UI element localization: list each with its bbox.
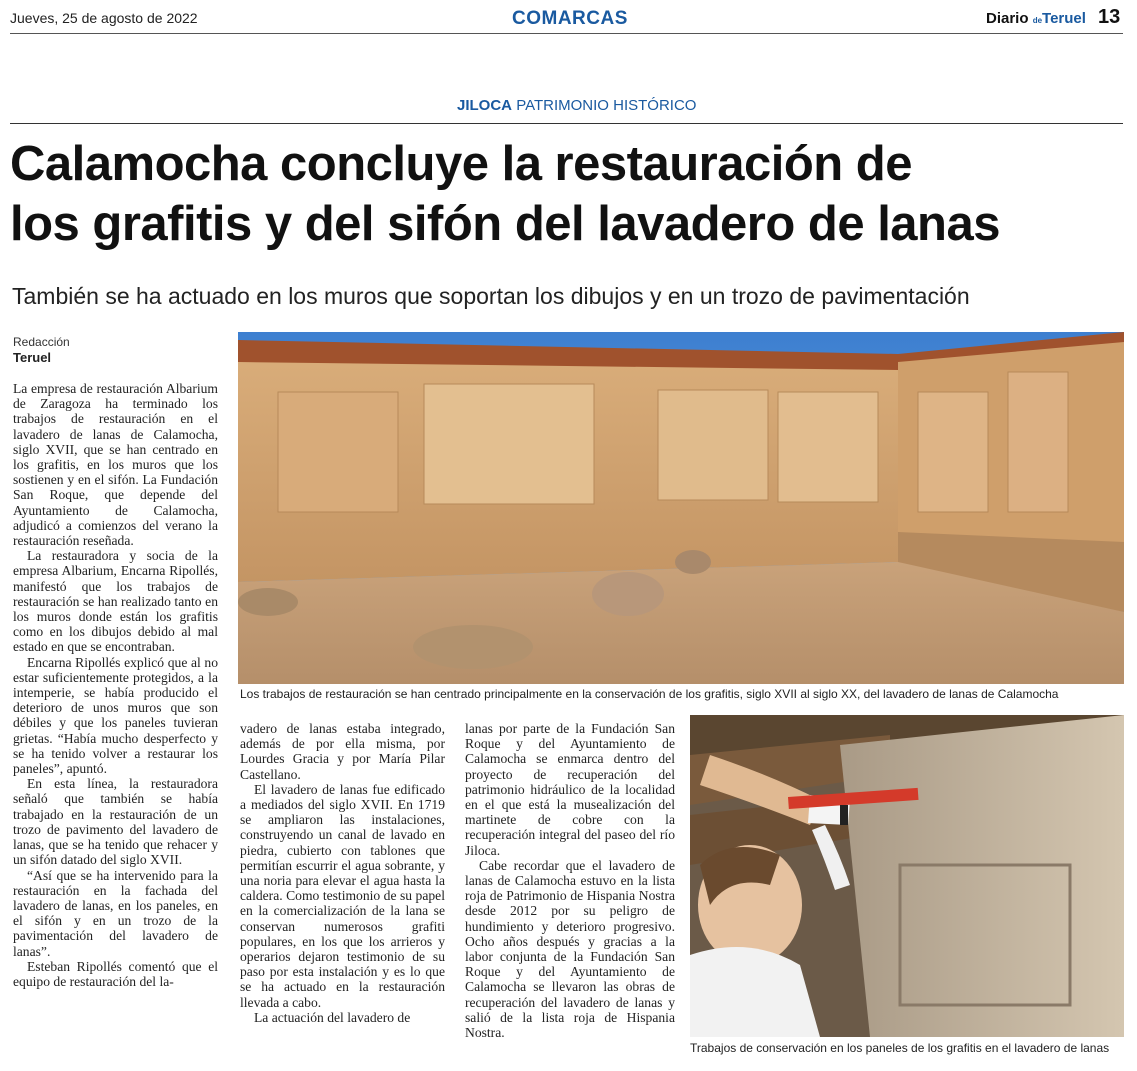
headline — [10, 134, 1125, 254]
brand-de: de — [1032, 16, 1043, 25]
article-column-3 — [465, 721, 675, 1061]
kicker-topic: PATRIMONIO HISTÓRICO — [516, 97, 697, 114]
paragraph: La actuación del lavadero de — [254, 1009, 411, 1025]
headline-line-2: los grafitis y del sifón del lavadero de lanas — [10, 197, 1000, 251]
paragraph: La empresa de restauración Albarium de Zaragoza ha terminado los trabajos de restauración en el lavadero de lanas de Calamocha, siglo XVII, que se han centrado en los grafitis, en los muros que los sostienen y en el sifón. La Fundación San Roque, que depende del Ayuntamiento de Calamocha, adjudicó a comienzos del verano la restauración reseñada. — [13, 381, 218, 549]
paragraph: El lavadero de lanas fue edificado a mediados del siglo XVII. En 1719 se ampliaron las instalaciones, construyendo un canal de lavado en piedra, cubierto con tablones que permitían escurrir el agua sobrante, y una noria para elevar el agua hasta la caldera. Como testimonio de su papel en la comercialización de la lana se conservan numerosos grafiti populares, en los que los arrieros y operarios dejaron testimonio de su paso por esta instalación y es lo que se ha actuado en la restauración llevada a cabo. — [240, 781, 445, 1010]
subheadline: También se ha actuado en los muros que soportan los dibujos y en un trozo de pavimentación — [12, 283, 970, 309]
brand-diario: Diario — [986, 10, 1029, 27]
article-column-2 — [240, 721, 445, 1061]
brand-teruel: Teruel — [1042, 10, 1086, 27]
newspaper-brand — [986, 10, 1086, 27]
photo-conservation-work — [690, 715, 1124, 1037]
kicker-place: JILOCA — [457, 97, 513, 114]
headline-line-1: Calamocha concluye la restauración de — [10, 137, 912, 191]
article-column-1 — [13, 381, 218, 1061]
paragraph: lanas por parte de la Fundación San Roque y del Ayuntamiento de Calamocha se enmarca dentro del proyecto de recuperación del patrimonio hidráulico de la localidad en el que está la musealización del martinete de cobre con la recuperación integral del paseo del río Jiloca. — [465, 721, 675, 858]
photo-caption: Trabajos de conservación en los paneles de los grafitis en el lavadero de lanas — [690, 1041, 1110, 1055]
paragraph: En esta línea, la restauradora señaló que también se había trabajado en la restauración de un trozo de pavimento del lavadero de lanas, que se ha tenido que rehacer y un sifón datado del siglo XVII. — [13, 776, 218, 868]
section-name: COMARCAS — [512, 8, 628, 29]
page-number: 13 — [1098, 6, 1121, 28]
paragraph: Esteban Ripollés comentó que el equipo de restauración del la- — [13, 958, 218, 989]
photo-caption: Los trabajos de restauración se han centrado principalmente en la conservación de los grafitis, siglo XVII al siglo XX, del lavadero de lanas de Calamocha — [240, 687, 1059, 701]
photo-lavadero-illustration — [238, 332, 1124, 684]
header-divider — [10, 33, 1123, 34]
byline-location: Teruel — [13, 350, 52, 365]
paragraph: “Así que se ha intervenido para la restauración en la fachada del lavadero de lanas, en los paneles, en el sifón y en un trozo de la pavimentación del lavadero de lanas”. — [13, 867, 218, 959]
byline-author: Redacción — [13, 335, 70, 349]
kicker-divider — [10, 123, 1123, 124]
photo-conservation-illustration — [690, 715, 1124, 1037]
issue-date: Jueves, 25 de agosto de 2022 — [10, 10, 198, 26]
paragraph: La restauradora y socia de la empresa Albarium, Encarna Ripollés, manifestó que los trabajos de restauración se han realizado tanto en los muros donde están los grafitis como en los dibujos debido al mal estado en que se encontraban. — [13, 548, 218, 655]
photo-lavadero-walls — [238, 332, 1124, 684]
paragraph: Cabe recordar que el lavadero de lanas de Calamocha estuvo en la lista roja de Patrimonio de Hispania Nostra desde 2012 por su peligro de hundimiento y deterioro progresivo. Ocho años después y gracias a la labor conjunta de la Fundación San Roque y del Ayuntamiento de Calamocha se llevaron las obras de recuperación del lavadero de lanas y salió de la lista roja de Hispania Nostra. — [465, 857, 675, 1041]
paragraph: Encarna Ripollés explicó que al no estar suficientemente protegidos, a la intemperie, se había producido el deterioro de unos muros que son débiles y que los paneles tuvieran grietas. “Había mucho desperfecto y se ha tenido volver a restaurar los paneles”, apuntó. — [13, 654, 218, 777]
paragraph: vadero de lanas estaba integrado, además de por ella misma, por Lourdes Gracia y por María Pilar Castellano. — [240, 721, 445, 782]
kicker — [457, 97, 696, 114]
